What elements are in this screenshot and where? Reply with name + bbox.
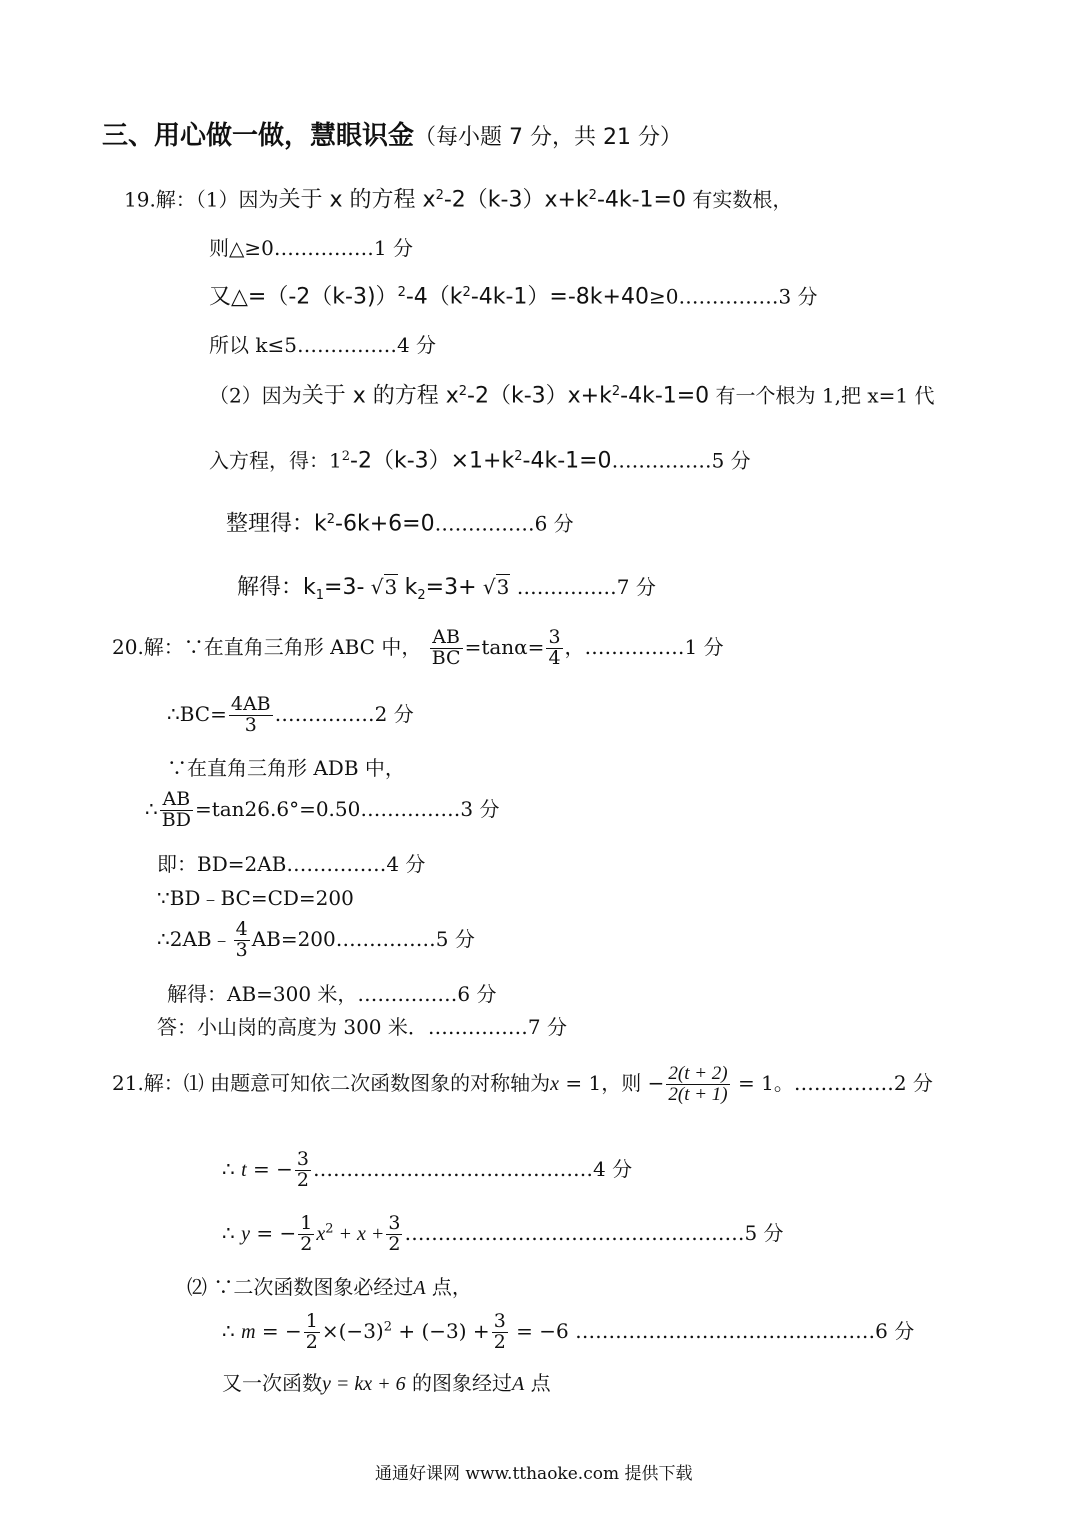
q19-sup: 2 (588, 188, 597, 203)
q19-sup: 2 (458, 384, 468, 399)
fraction: $\frac{AB}{BD}$ (161, 788, 191, 831)
q21-text: y (322, 1373, 331, 1395)
q19-text: k (303, 575, 316, 600)
q19-text: 19.解：（1）因为 (124, 187, 279, 212)
q21-text: 21.解：⑴ 由题意可知依二次函数图象的对称轴为 (112, 1070, 551, 1095)
q20-line-2 (167, 695, 414, 736)
q21-text: A (413, 1277, 426, 1299)
q19-text: -6k+6=0 (335, 511, 435, 537)
q19-line-8 (237, 577, 656, 602)
q21-text: = − (246, 1156, 293, 1181)
q20-text: ……………2 分 (274, 701, 414, 726)
q21-line-1 (112, 1064, 933, 1105)
q21-sup: 2 (325, 1221, 334, 1237)
q20-text: ∴ (145, 796, 158, 821)
fraction: $\frac{AB}{BC}$ (431, 626, 461, 669)
q21-text: x (316, 1222, 326, 1245)
q20-line-1 (112, 628, 724, 669)
q19-text: -4k-1=0 (522, 448, 612, 474)
q21-text: 点 (524, 1371, 551, 1395)
section-title-note: （每小题 7 分，共 21 分） (414, 125, 682, 150)
fraction: $\frac{1}{2}$ (300, 1212, 313, 1255)
q19-sup: 2 (462, 285, 471, 300)
q19-sub: 1 (315, 588, 325, 603)
q19-text: k (314, 511, 327, 537)
q20-line-8: 解得：AB=300 米，……………6 分 (167, 982, 497, 1006)
q19-text: -4k-1=0 (596, 187, 686, 213)
q21-text: 点， (425, 1275, 472, 1299)
q21-text: x (550, 1072, 560, 1095)
q19-text: -2（k-3）×1+k (350, 448, 515, 474)
q20-line-9: 答：小山岗的高度为 300 米．……………7 分 (157, 1015, 567, 1039)
q19-text: k (404, 575, 418, 600)
q21-text: ∴ (222, 1156, 242, 1181)
fraction: $\frac{1}{2}$ (305, 1310, 318, 1353)
q20-text: ∴BC= (167, 701, 227, 726)
q21-text: ……………………………………4 分 (312, 1156, 633, 1181)
q21-text: ……………………………………………5 分 (404, 1220, 784, 1245)
q19-text: 有一个根为 1,把 x=1 代 (709, 383, 935, 408)
q21-line-6 (222, 1373, 551, 1394)
q19-line-5 (209, 385, 934, 408)
q21-sup: 2 (383, 1319, 393, 1335)
q19-text: 又△=（-2（k-3)） (209, 284, 398, 310)
q19-sup: 2 (397, 285, 406, 300)
q21-text: = − (255, 1318, 302, 1343)
q19-sup: 2 (435, 188, 444, 203)
fraction: $\frac{2(t + 2)}{2(t + 1)}$ (668, 1063, 728, 1105)
q19-text: ……………7 分 (516, 575, 656, 599)
q19-line-7 (226, 513, 574, 536)
q19-text: （2）因为 (209, 383, 302, 408)
q19-text: ……………6 分 (434, 511, 574, 536)
sqrt-3: √3 (370, 575, 398, 599)
q21-text: = 1。……………2 分 (731, 1070, 933, 1095)
q19-line-6 (209, 450, 751, 473)
sqrt-arg: 3 (496, 575, 510, 599)
q20-text: AB=200……………5 分 (251, 926, 475, 951)
q19-sup: 2 (514, 449, 523, 464)
q19-sub: 2 (417, 588, 426, 603)
q21-text: = −6 ………………………………………6 分 (509, 1318, 915, 1343)
q19-text: ……………5 分 (611, 448, 751, 473)
fraction: $\frac{4AB}{3}$ (230, 693, 271, 736)
q21-text: = 1，则 − (559, 1070, 665, 1095)
q20-line-7 (157, 920, 475, 961)
q21-text: 的图象经过 (405, 1371, 512, 1395)
q21-text: t (241, 1158, 247, 1181)
fraction: $\frac{3}{2}$ (493, 1310, 506, 1353)
q19-sup: 2 (341, 449, 351, 464)
q19-text: -2（k-3）x+k (467, 383, 612, 409)
q21-line-2 (222, 1150, 632, 1191)
q19-text: 有实数根， (685, 187, 793, 212)
q19-line-3 (209, 286, 818, 309)
q21-text: y (241, 1222, 250, 1245)
q21-text: m (241, 1320, 256, 1343)
q20-line-3: ∵在直角三角形 ADB 中， (167, 756, 405, 780)
q20-text: ∴2AB﹣ (157, 926, 232, 951)
footer-credit: 通通好课网 www.tthaoke.com 提供下载 (375, 1464, 693, 1484)
q19-text: 关于 x 的方程 x (278, 187, 436, 213)
q19-text: 入方程，得：1 (209, 448, 342, 473)
fraction: $\frac{3}{4}$ (548, 626, 561, 669)
q19-text: ≥0……………3 分 (648, 284, 818, 309)
q21-line-4 (187, 1277, 472, 1298)
q21-text: + x + (333, 1222, 385, 1245)
q21-line-5 (222, 1312, 914, 1353)
q19-text: -4（k (405, 284, 463, 310)
q20-line-6: ∵BD﹣BC=CD=200 (157, 886, 354, 910)
q21-line-3 (222, 1214, 784, 1255)
q19-line-4: 所以 k≤5……………4 分 (209, 333, 437, 357)
q19-text: 解得： (237, 575, 304, 600)
q19-text: -2（k-3）x+k (443, 187, 589, 213)
fraction: $\frac{3}{2}$ (388, 1212, 401, 1255)
q21-text: + (−3) + (392, 1318, 490, 1343)
q21-text: ⑵ ∵二次函数图象必经过 (187, 1275, 414, 1299)
q21-text: ×(−3) (321, 1318, 384, 1343)
q19-sup: 2 (611, 384, 621, 399)
q19-text: -4k-1=0 (620, 383, 710, 409)
sqrt-3: √3 (482, 575, 510, 599)
fraction: $\frac{4}{3}$ (235, 918, 248, 961)
q21-text: = kx + 6 (330, 1373, 406, 1395)
q20-line-4 (145, 790, 499, 831)
q19-text: =3- (324, 575, 365, 600)
q21-text: ∴ (222, 1318, 242, 1343)
q19-line-2: 则△≥0……………1 分 (209, 236, 413, 260)
q19-sup: 2 (326, 512, 336, 527)
q19-text: =3+ (425, 575, 477, 600)
q19-line-1 (124, 189, 792, 212)
q21-text: A (512, 1373, 525, 1395)
q20-text: 20.解：∵在直角三角形 ABC 中， (112, 634, 422, 659)
q20-line-5: 即：BD=2AB……………4 分 (157, 852, 426, 876)
q19-text: 整理得： (226, 511, 315, 537)
section-title (102, 123, 682, 149)
q21-text: 又一次函数 (222, 1371, 322, 1395)
q21-text: = − (249, 1220, 297, 1245)
sqrt-arg: 3 (384, 575, 398, 599)
q19-text: -4k-1）=-8k+40 (470, 284, 649, 310)
section-title-bold: 三、用心做一做，慧眼识金 (102, 121, 415, 151)
q20-text: ，……………1 分 (564, 634, 724, 659)
q20-text: =tan26.6°=0.50……………3 分 (194, 796, 500, 821)
q19-text: 关于 x 的方程 x (301, 383, 459, 409)
fraction: $\frac{3}{2}$ (296, 1148, 309, 1191)
q21-text: ∴ (222, 1220, 242, 1245)
q20-text: =tanα= (464, 634, 545, 659)
